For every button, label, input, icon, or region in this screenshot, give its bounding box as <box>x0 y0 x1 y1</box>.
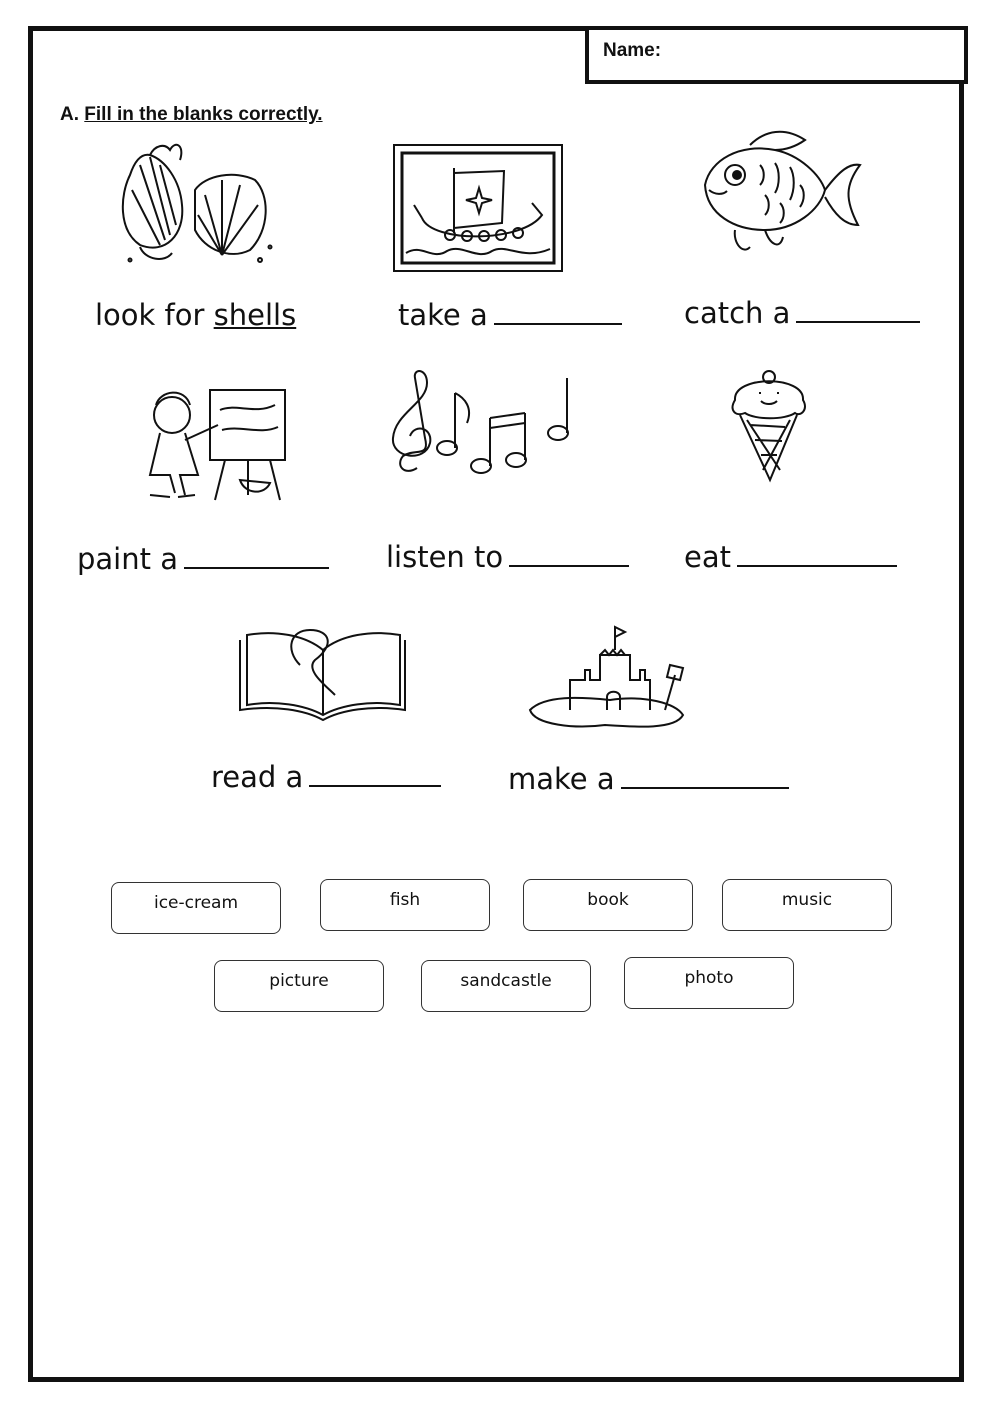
answer-blank[interactable] <box>309 763 441 787</box>
section-instruction: Fill in the blanks correctly. <box>84 104 323 125</box>
ship-picture-icon <box>392 143 564 273</box>
item-read-a <box>211 760 441 794</box>
music-notes-icon <box>385 368 580 483</box>
answer-blank[interactable] <box>184 545 329 569</box>
item-make-a <box>508 762 789 796</box>
word-label: music <box>781 890 833 910</box>
fish-icon <box>695 125 865 260</box>
name-field[interactable] <box>585 26 968 84</box>
answer-blank[interactable] <box>509 543 629 567</box>
word-bank-item[interactable] <box>624 957 794 1009</box>
item-eat <box>684 540 897 574</box>
word-label: photo <box>684 968 734 988</box>
item-answer: shells <box>213 298 297 332</box>
item-prefix: catch a <box>684 296 791 330</box>
word-bank-item[interactable] <box>214 960 384 1012</box>
answer-blank[interactable] <box>796 299 920 323</box>
word-label: sandcastle <box>460 971 552 991</box>
item-take-a <box>398 298 622 332</box>
answer-blank[interactable] <box>494 301 622 325</box>
item-prefix: read a <box>211 760 304 794</box>
sandcastle-icon <box>525 625 700 735</box>
name-label: Name: <box>603 40 662 61</box>
item-prefix: eat <box>684 540 731 574</box>
item-prefix: make a <box>508 762 615 796</box>
answer-blank[interactable] <box>621 765 789 789</box>
section-letter: A. <box>60 104 79 125</box>
section-heading <box>60 104 323 126</box>
ice-cream-icon <box>725 365 815 485</box>
item-prefix: look for <box>95 298 205 332</box>
item-listen-to <box>386 540 629 574</box>
item-prefix: take a <box>398 298 488 332</box>
word-label: book <box>587 890 629 910</box>
word-bank-item[interactable] <box>320 879 490 931</box>
item-look-for-shells <box>95 298 296 332</box>
shells-icon <box>110 135 280 270</box>
item-prefix: listen to <box>386 540 504 574</box>
word-label: ice-cream <box>153 893 239 913</box>
word-bank-item[interactable] <box>421 960 591 1012</box>
item-catch-a <box>684 296 920 330</box>
word-label: fish <box>389 890 421 910</box>
word-bank-item[interactable] <box>111 882 281 934</box>
book-icon <box>235 625 410 725</box>
item-paint-a <box>77 542 329 576</box>
painting-child-icon <box>130 375 300 505</box>
answer-blank[interactable] <box>737 543 897 567</box>
item-prefix: paint a <box>77 542 178 576</box>
word-bank-item[interactable] <box>722 879 892 931</box>
word-label: picture <box>269 971 329 991</box>
word-bank-item[interactable] <box>523 879 693 931</box>
